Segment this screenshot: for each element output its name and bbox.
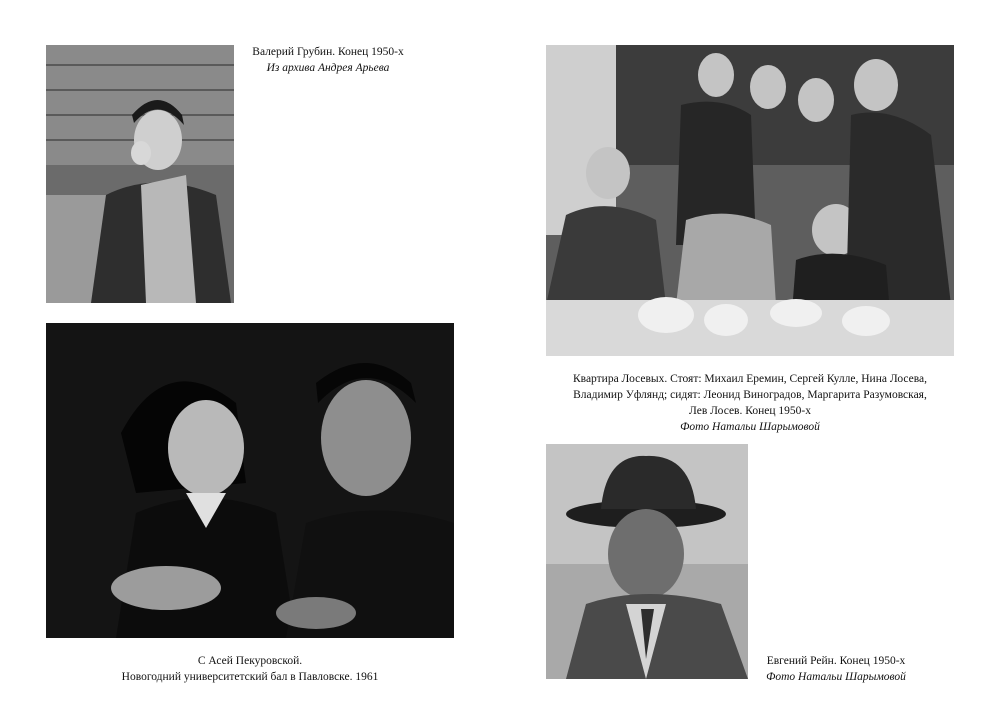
photo-valery-grubin [46,45,234,303]
caption-losev [546,371,954,435]
caption-losev-credit: Фото Натальи Шарымовой [680,421,820,433]
photo-losev-apartment [546,45,954,356]
caption-rein [748,653,924,685]
caption-grubin [238,44,418,76]
caption-losev-line3: Лев Лосев. Конец 1950-х [689,405,811,417]
photo-evgeny-rein [546,444,748,679]
caption-rein-credit: Фото Натальи Шарымовой [766,671,906,683]
caption-grubin-title: Валерий Грубин. Конец 1950-х [252,46,404,58]
caption-grubin-credit: Из архива Андрея Арьева [266,62,390,74]
caption-asya [46,653,454,685]
caption-asya-line2: Новогодний университетский бал в Павловске. 1961 [121,671,379,683]
caption-losev-line1: Квартира Лосевых. Стоят: Михаил Еремин, Сергей Кулле, Нина Лосева, [573,373,927,385]
caption-losev-line2: Владимир Уфлянд; сидят: Леонид Виноградов, Маргарита Разумовская, [573,389,927,401]
caption-rein-title: Евгений Рейн. Конец 1950-х [766,655,906,667]
caption-asya-line1: С Асей Пекуровской. [197,655,303,667]
photo-asya-pekurovskaya [46,323,454,638]
